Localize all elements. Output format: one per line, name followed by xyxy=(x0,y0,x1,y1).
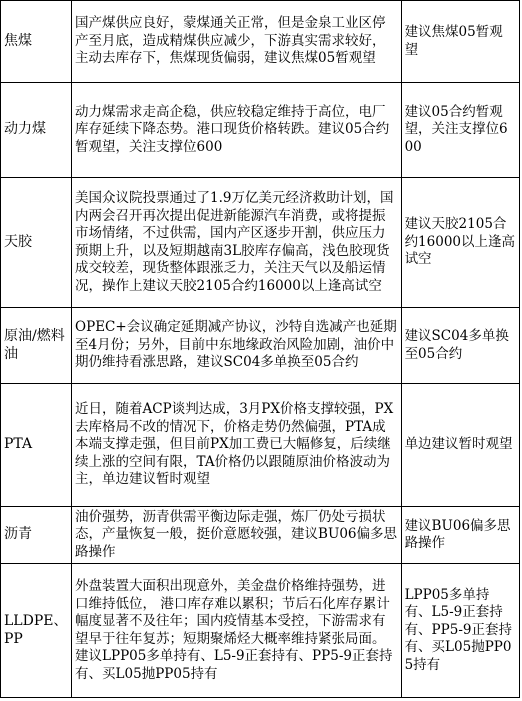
summary-cell: 动力煤需求走高企稳，供应较稳定维持于高位，电厂库存延续下降态势。港口现货价格转跌。建议05合约暂观望，关注支撑位600 xyxy=(72,83,402,178)
product-cell: 沥青 xyxy=(1,507,72,564)
product-cell: PTA xyxy=(1,384,72,507)
table-row xyxy=(1,178,520,308)
advice-cell: LPP05多单持有、L5-9正套持有、PP5-9正套持有、买L05抛PP05持有 xyxy=(401,564,519,698)
table-row xyxy=(1,308,520,384)
product-cell: 天胶 xyxy=(1,178,72,308)
product-cell: 动力煤 xyxy=(1,83,72,178)
advice-cell: 建议05合约暂观望，关注支撑位600 xyxy=(401,83,519,178)
table-row xyxy=(1,384,520,507)
summary-cell: 近日，随着ACP谈判达成，3月PX价格支撑较强，PX去库格局不改的情况下，价格走势仍然偏强，PTA成本端支撑走强，但目前PX加工费已大幅修复，后续继续上涨的空间有限，TA价格仍以跟随原油价格波动为主，单边建议暂时观望 xyxy=(72,384,402,507)
summary-cell: 美国众议院投票通过了1.9万亿美元经济救助计划，国内两会召开再次提出促进新能源汽车消费，或将提振市场情绪，不过供需，国内产区逐步开割，供应压力预期上升，以及短期越南3L胶库存偏高，浅色胶现货成交较差，现货整体跟涨乏力，关注天气以及船运情况，操作上建议天胶2105合约16000以上逢高试空 xyxy=(72,178,402,308)
table-row xyxy=(1,1,520,83)
advice-cell: 单边建议暂时观望 xyxy=(401,384,519,507)
summary-cell: 外盘装置大面积出现意外，美金盘价格维持强势，进口维持低位， 港口库存难以累积；节后石化库存累计幅度显著不及往年；国内疫情基本受控，下游需求有望早于往年复苏；短期聚烯烃大概率维持紧张局面。建议LPP05多单持有、L5-9正套持有、PP5-9正套持有、买L05抛PP05持有 xyxy=(72,564,402,698)
advice-cell: 建议焦煤05暂观望 xyxy=(401,1,519,83)
product-cell: 焦煤 xyxy=(1,1,72,83)
summary-cell: OPEC+会议确定延期减产协议，沙特自选减产也延期至4月份；另外，目前中东地缘政治风险加剧，油价中期仍维持看涨思路，建议SC04多单换至05合约 xyxy=(72,308,402,384)
advice-cell: 建议天胶2105合约16000以上逢高试空 xyxy=(401,178,519,308)
advice-cell: 建议SC04多单换至05合约 xyxy=(401,308,519,384)
product-cell: 原油/燃料油 xyxy=(1,308,72,384)
table-row xyxy=(1,83,520,178)
table-row xyxy=(1,564,520,698)
summary-cell: 国产煤供应良好，蒙煤通关正常，但是金泉工业区停产至月底，造成精煤供应减少，下游真实需求较好，主动去库存下，焦煤现货偏弱，建议焦煤05暂观望 xyxy=(72,1,402,83)
advice-cell: 建议BU06偏多思路操作 xyxy=(401,507,519,564)
summary-cell: 油价强势，沥青供需平衡边际走强，炼厂仍处亏损状态，产量恢复一般，挺价意愿较强，建议BU06偏多思路操作 xyxy=(72,507,402,564)
product-cell: LLDPE、PP xyxy=(1,564,72,698)
table-row xyxy=(1,507,520,564)
